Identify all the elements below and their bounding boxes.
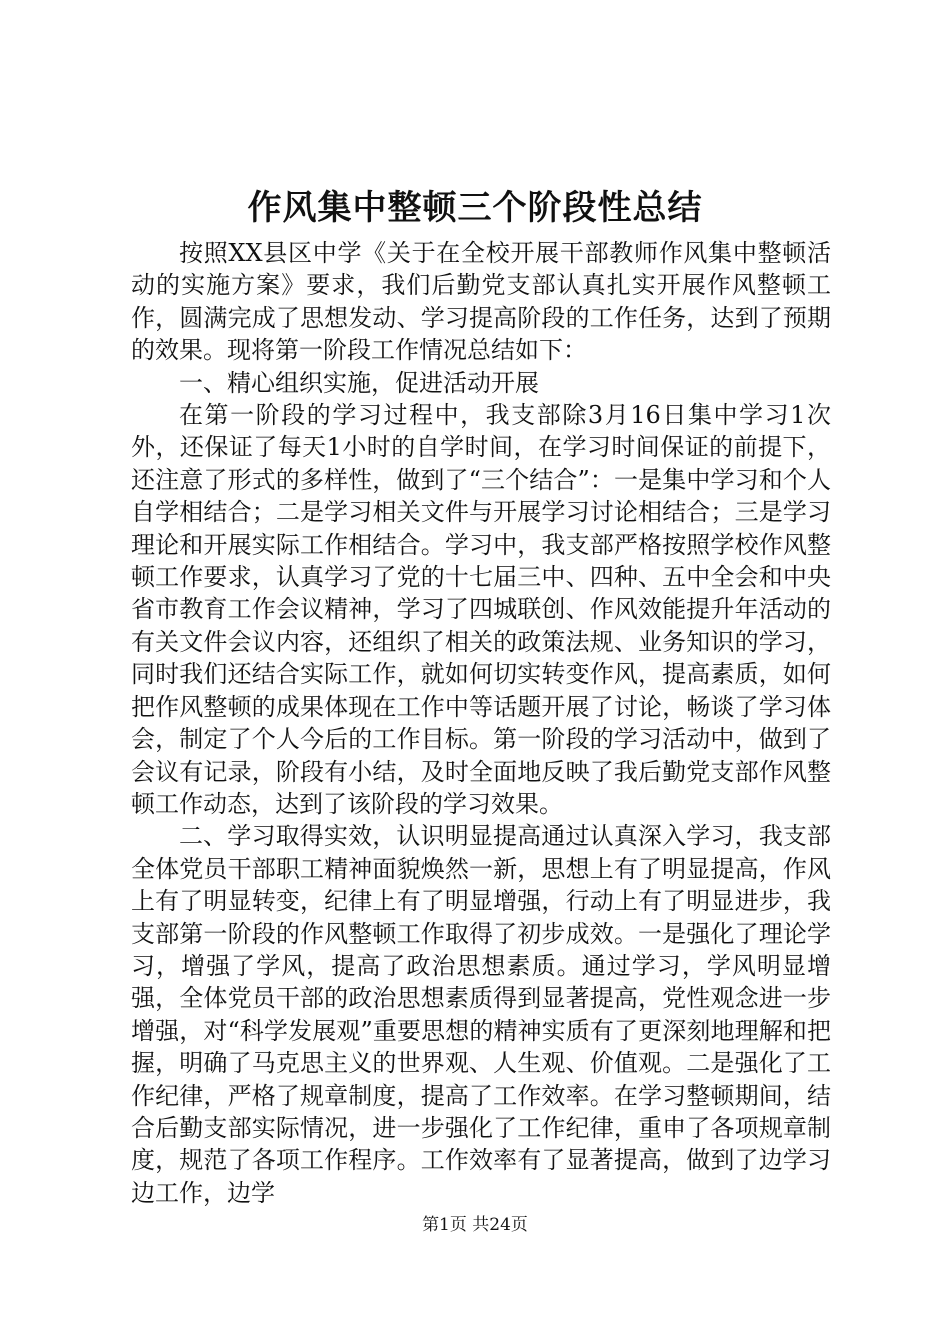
paragraph-section-2: 二、学习取得实效，认识明显提高通过认真深入学习，我支部全体党员干部职工精神面貌焕然一新，思想上有了明显提高，作风上有了明显转变，纪律上有了明显增强，行动上有了明显进步，我支部第一阶段的作风整顿工作取得了初步成效。一是强化了理论学习，增强了学风，提高了政治思想素质。通过学习，学风明显增强，全体党员干部的政治思想素质得到显著提高，党性观念进一步增强，对“科学发展观”重要思想的精神实质有了更深刻地理解和把握，明确了马克思主义的世界观、人生观、价值观。二是强化了工作纪律，严格了规章制度，提高了工作效率。在学习整顿期间，结合后勤支部实际情况，进一步强化了工作纪律，重申了各项规章制度，规范了各项工作程序。工作效率有了显著提高，做到了边学习边工作，边学 xyxy=(131,822,831,1207)
paragraph-intro: 按照XX县区中学《关于在全校开展干部教师作风集中整顿活动的实施方案》要求，我们后勤党支部认真扎实开展作风整顿工作，圆满完成了思想发动、学习提高阶段的工作任务，达到了预期的效果。现将第一阶段工作情况总结如下： xyxy=(131,239,831,365)
paragraph-section-1: 在第一阶段的学习过程中，我支部除3月16日集中学习1次外，还保证了每天1小时的自学时间，在学习时间保证的前提下，还注意了形式的多样性，做到了“三个结合”：一是集中学习和个人自学相结合；二是学习相关文件与开展学习讨论相结合；三是学习理论和开展实际工作相结合。学习中，我支部严格按照学校作风整顿工作要求，认真学习了党的十七届三中、四种、五中全会和中央省市教育工作会议精神，学习了四城联创、作风效能提升年活动的有关文件会议内容，还组织了相关的政策法规、业务知识的学习，同时我们还结合实际工作，就如何切实转变作风，提高素质，如何把作风整顿的成果体现在工作中等话题开展了讨论，畅谈了学习体会，制定了个人今后的工作目标。第一阶段的学习活动中，做到了会议有记录，阶段有小结，及时全面地反映了我后勤党支部作风整顿工作动态，达到了该阶段的学习效果。 xyxy=(131,401,831,818)
document-title: 作风集中整顿三个阶段性总结 xyxy=(247,188,703,228)
section-heading-1: 一、精心组织实施，促进活动开展 xyxy=(179,368,539,397)
page-footer: 第1页 共24页 xyxy=(422,1215,528,1235)
document-body xyxy=(131,237,831,1209)
